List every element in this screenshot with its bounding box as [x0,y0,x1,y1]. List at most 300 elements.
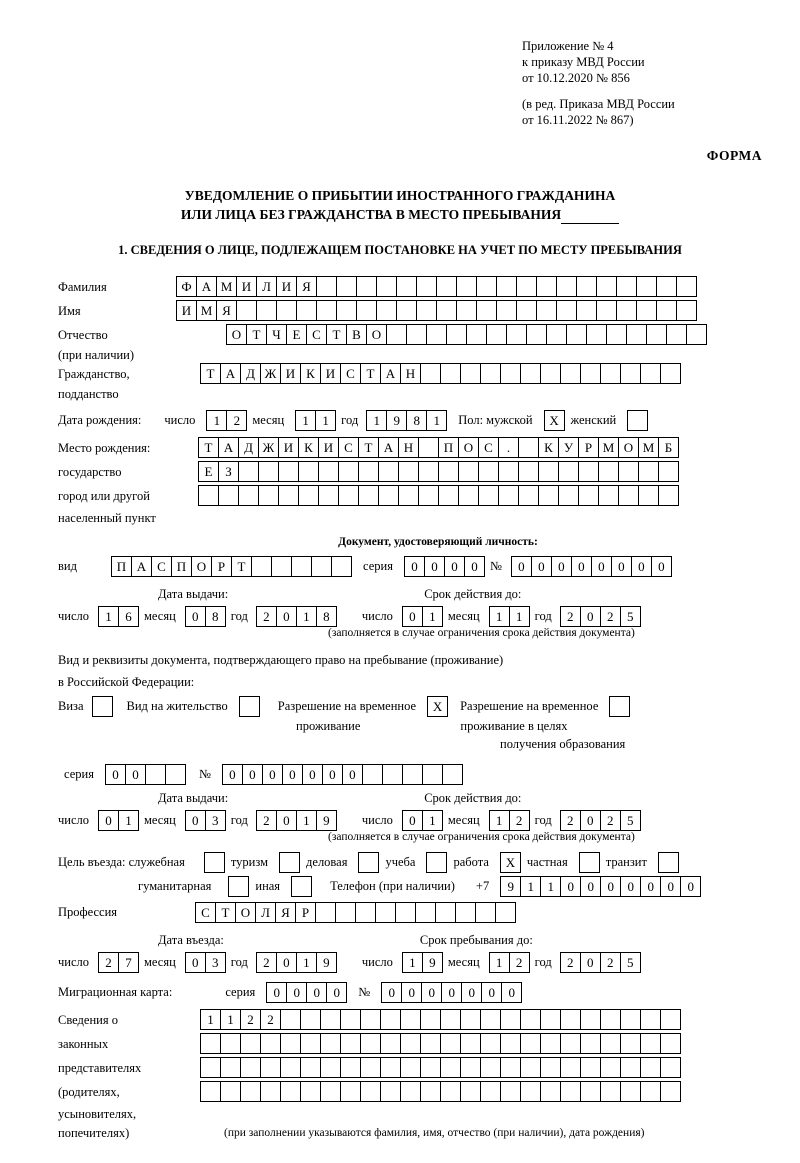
permit-issue-month-input[interactable] [185,810,225,831]
form-cell[interactable] [658,461,679,482]
form-cell[interactable] [420,1057,441,1078]
form-cell[interactable] [220,1081,241,1102]
form-cell[interactable]: 2 [600,810,621,831]
form-cell[interactable] [540,363,561,384]
iddoc-issue-day-input[interactable] [98,606,138,627]
stay-day-input[interactable] [402,952,442,973]
form-cell[interactable]: С [151,556,172,577]
form-cell[interactable] [400,1081,421,1102]
form-cell[interactable] [311,556,332,577]
form-cell[interactable] [620,1009,641,1030]
form-cell[interactable]: 6 [118,606,139,627]
purpose-service-checkbox[interactable] [204,852,225,873]
form-cell[interactable] [526,324,547,345]
form-cell[interactable] [375,902,396,923]
form-cell[interactable] [380,1009,401,1030]
form-cell[interactable] [338,485,359,506]
birthplace-row-2[interactable] [198,461,678,482]
form-cell[interactable]: 1 [296,810,317,831]
form-cell[interactable]: О [458,437,479,458]
form-cell[interactable] [380,1081,401,1102]
form-cell[interactable] [486,324,507,345]
form-cell[interactable] [258,485,279,506]
form-cell[interactable]: 0 [276,606,297,627]
form-cell[interactable] [560,1009,581,1030]
form-cell[interactable]: Я [296,276,317,297]
form-cell[interactable] [480,1033,501,1054]
form-cell[interactable]: Р [578,437,599,458]
form-cell[interactable]: 0 [531,556,552,577]
sex-male-checkbox[interactable]: X [544,410,565,431]
purpose-study-checkbox[interactable] [426,852,447,873]
form-cell[interactable] [338,461,359,482]
form-cell[interactable]: Ж [260,363,281,384]
form-cell[interactable] [456,300,477,321]
form-cell[interactable] [398,485,419,506]
form-cell[interactable]: О [366,324,387,345]
form-cell[interactable] [458,461,479,482]
form-cell[interactable] [240,1057,261,1078]
form-cell[interactable] [271,556,292,577]
form-cell[interactable] [500,363,521,384]
form-cell[interactable] [396,300,417,321]
form-cell[interactable] [220,1033,241,1054]
form-cell[interactable]: 0 [402,810,423,831]
permit-valid-month-input[interactable] [489,810,529,831]
form-cell[interactable]: 0 [185,606,206,627]
form-cell[interactable]: 1 [489,606,510,627]
form-cell[interactable]: 0 [404,556,425,577]
form-cell[interactable] [402,764,423,785]
purpose-work-checkbox[interactable]: X [500,852,521,873]
form-cell[interactable] [658,485,679,506]
form-cell[interactable] [476,300,497,321]
form-cell[interactable] [586,324,607,345]
form-cell[interactable] [340,1033,361,1054]
form-cell[interactable]: 2 [240,1009,261,1030]
form-cell[interactable] [600,1057,621,1078]
form-cell[interactable] [438,485,459,506]
form-cell[interactable]: 5 [620,606,641,627]
form-cell[interactable]: А [220,363,241,384]
form-cell[interactable]: 0 [326,982,347,1003]
form-cell[interactable] [436,276,457,297]
form-cell[interactable] [686,324,707,345]
residence-checkbox[interactable] [239,696,260,717]
form-cell[interactable] [340,1057,361,1078]
patronymic-input[interactable] [226,324,706,345]
form-cell[interactable]: 9 [422,952,443,973]
form-cell[interactable] [560,363,581,384]
form-cell[interactable] [278,485,299,506]
form-cell[interactable] [500,1057,521,1078]
form-cell[interactable] [320,1081,341,1102]
form-cell[interactable]: И [236,276,257,297]
form-cell[interactable] [240,1033,261,1054]
form-cell[interactable]: 1 [98,606,119,627]
form-cell[interactable]: 1 [402,952,423,973]
temp-permit-checkbox[interactable]: X [427,696,448,717]
form-cell[interactable]: Л [256,276,277,297]
name-input[interactable] [176,300,696,321]
form-cell[interactable] [320,1033,341,1054]
legal-row-3[interactable] [200,1057,680,1078]
form-cell[interactable]: 0 [286,982,307,1003]
form-cell[interactable] [360,1009,381,1030]
form-cell[interactable]: 0 [306,982,327,1003]
form-cell[interactable] [618,485,639,506]
form-cell[interactable] [280,1033,301,1054]
purpose-transit-checkbox[interactable] [658,852,679,873]
form-cell[interactable] [660,1081,681,1102]
birth-day-input[interactable] [206,410,246,431]
form-cell[interactable]: 0 [276,952,297,973]
form-cell[interactable] [420,1009,441,1030]
form-cell[interactable] [516,276,537,297]
form-cell[interactable] [398,461,419,482]
form-cell[interactable]: Н [400,363,421,384]
form-cell[interactable]: 0 [342,764,363,785]
form-cell[interactable] [546,324,567,345]
form-cell[interactable] [422,764,443,785]
form-cell[interactable] [580,1057,601,1078]
form-cell[interactable] [415,902,436,923]
form-cell[interactable] [495,902,516,923]
form-cell[interactable] [316,300,337,321]
form-cell[interactable] [518,437,539,458]
form-cell[interactable] [640,1057,661,1078]
form-cell[interactable] [276,300,297,321]
permit-valid-year-input[interactable] [560,810,640,831]
form-cell[interactable] [640,1081,661,1102]
form-cell[interactable] [251,556,272,577]
form-cell[interactable]: 0 [571,556,592,577]
purpose-other-checkbox[interactable] [291,876,312,897]
form-cell[interactable]: 0 [580,952,601,973]
form-cell[interactable] [600,1033,621,1054]
form-cell[interactable]: П [111,556,132,577]
iddoc-valid-day-input[interactable] [402,606,442,627]
form-cell[interactable]: А [131,556,152,577]
surname-input[interactable] [176,276,696,297]
form-cell[interactable] [558,485,579,506]
form-cell[interactable] [476,276,497,297]
form-cell[interactable]: 0 [481,982,502,1003]
form-cell[interactable]: А [378,437,399,458]
form-cell[interactable]: 0 [402,606,423,627]
form-cell[interactable] [518,485,539,506]
form-cell[interactable] [440,1033,461,1054]
form-cell[interactable]: 0 [185,810,206,831]
form-cell[interactable] [455,902,476,923]
form-cell[interactable]: 1 [489,952,510,973]
form-cell[interactable]: 0 [98,810,119,831]
form-cell[interactable] [360,1033,381,1054]
form-cell[interactable] [578,461,599,482]
form-cell[interactable]: Ч [266,324,287,345]
form-cell[interactable] [198,485,219,506]
form-cell[interactable] [358,461,379,482]
form-cell[interactable]: 0 [591,556,612,577]
profession-input[interactable] [195,902,515,923]
form-cell[interactable] [442,764,463,785]
form-cell[interactable] [296,300,317,321]
form-cell[interactable] [280,1081,301,1102]
form-cell[interactable]: К [538,437,559,458]
form-cell[interactable] [386,324,407,345]
permit-valid-day-input[interactable] [402,810,442,831]
form-cell[interactable] [260,1057,281,1078]
form-cell[interactable]: М [216,276,237,297]
form-cell[interactable] [460,1009,481,1030]
form-cell[interactable] [356,276,377,297]
form-cell[interactable]: М [598,437,619,458]
form-cell[interactable] [145,764,166,785]
form-cell[interactable] [660,363,681,384]
form-cell[interactable] [382,764,403,785]
form-cell[interactable]: Ж [258,437,279,458]
form-cell[interactable]: 1 [206,410,227,431]
form-cell[interactable] [340,1009,361,1030]
form-cell[interactable] [500,1033,521,1054]
form-cell[interactable] [478,485,499,506]
form-cell[interactable] [616,276,637,297]
form-cell[interactable]: М [638,437,659,458]
form-cell[interactable]: С [340,363,361,384]
migration-series-input[interactable] [266,982,346,1003]
form-cell[interactable] [331,556,352,577]
citizenship-input[interactable] [200,363,680,384]
form-cell[interactable] [620,1033,641,1054]
form-cell[interactable] [638,485,659,506]
legal-row-1[interactable] [200,1009,680,1030]
form-cell[interactable]: П [438,437,459,458]
form-cell[interactable]: 1 [422,606,443,627]
edu-permit-checkbox[interactable] [609,696,630,717]
form-cell[interactable]: 0 [105,764,126,785]
form-cell[interactable]: 0 [651,556,672,577]
form-cell[interactable] [358,485,379,506]
form-cell[interactable]: 0 [276,810,297,831]
form-cell[interactable] [620,1081,641,1102]
form-cell[interactable]: 0 [401,982,422,1003]
migration-number-input[interactable] [381,982,521,1003]
form-cell[interactable] [220,1057,241,1078]
form-cell[interactable] [238,485,259,506]
form-cell[interactable] [496,300,517,321]
form-cell[interactable] [278,461,299,482]
form-cell[interactable] [318,485,339,506]
form-cell[interactable] [418,461,439,482]
form-cell[interactable]: 0 [381,982,402,1003]
form-cell[interactable]: 0 [620,876,641,897]
form-cell[interactable] [536,300,557,321]
form-cell[interactable] [316,276,337,297]
form-cell[interactable] [558,461,579,482]
form-cell[interactable]: 2 [98,952,119,973]
form-cell[interactable] [538,485,559,506]
form-cell[interactable]: 0 [611,556,632,577]
form-cell[interactable] [520,1057,541,1078]
form-cell[interactable] [380,1057,401,1078]
form-cell[interactable] [666,324,687,345]
form-cell[interactable] [518,461,539,482]
form-cell[interactable] [596,276,617,297]
birthplace-row-3[interactable] [198,485,678,506]
form-cell[interactable] [298,485,319,506]
form-cell[interactable]: Т [231,556,252,577]
form-cell[interactable]: 1 [540,876,561,897]
form-cell[interactable]: Т [326,324,347,345]
form-cell[interactable]: 0 [125,764,146,785]
form-cell[interactable]: О [191,556,212,577]
form-cell[interactable]: 2 [509,810,530,831]
form-cell[interactable] [300,1081,321,1102]
form-cell[interactable] [576,300,597,321]
form-cell[interactable] [598,461,619,482]
purpose-business-checkbox[interactable] [358,852,379,873]
form-cell[interactable] [640,363,661,384]
form-cell[interactable]: 2 [256,606,277,627]
form-cell[interactable]: 0 [680,876,701,897]
form-cell[interactable]: 1 [489,810,510,831]
form-cell[interactable] [356,300,377,321]
form-cell[interactable] [280,1057,301,1078]
form-cell[interactable]: 1 [200,1009,221,1030]
form-cell[interactable] [440,1057,461,1078]
form-cell[interactable]: И [280,363,301,384]
form-cell[interactable]: 0 [302,764,323,785]
form-cell[interactable] [616,300,637,321]
form-cell[interactable]: 8 [316,606,337,627]
form-cell[interactable]: 1 [366,410,387,431]
form-cell[interactable] [520,1009,541,1030]
form-cell[interactable] [540,1009,561,1030]
form-cell[interactable] [418,485,439,506]
form-cell[interactable]: 2 [256,952,277,973]
form-cell[interactable] [256,300,277,321]
form-cell[interactable] [580,1009,601,1030]
form-cell[interactable]: 3 [205,810,226,831]
form-cell[interactable]: 2 [226,410,247,431]
form-cell[interactable] [580,363,601,384]
purpose-tourism-checkbox[interactable] [279,852,300,873]
form-cell[interactable] [315,902,336,923]
form-cell[interactable] [556,300,577,321]
form-cell[interactable] [460,363,481,384]
form-cell[interactable] [506,324,527,345]
form-cell[interactable] [466,324,487,345]
form-cell[interactable]: 0 [464,556,485,577]
form-cell[interactable]: 1 [315,410,336,431]
form-cell[interactable] [516,300,537,321]
form-cell[interactable] [420,1033,441,1054]
form-cell[interactable] [580,1033,601,1054]
form-cell[interactable] [620,1057,641,1078]
form-cell[interactable]: 0 [421,982,442,1003]
form-cell[interactable] [676,276,697,297]
sex-female-checkbox[interactable] [627,410,648,431]
form-cell[interactable] [400,1057,421,1078]
form-cell[interactable] [260,1081,281,1102]
iddoc-series-input[interactable] [404,556,484,577]
form-cell[interactable]: 0 [551,556,572,577]
form-cell[interactable]: Ф [176,276,197,297]
form-cell[interactable] [626,324,647,345]
form-cell[interactable]: 0 [262,764,283,785]
form-cell[interactable]: 0 [580,876,601,897]
form-cell[interactable] [560,1081,581,1102]
form-cell[interactable] [638,461,659,482]
form-cell[interactable] [438,461,459,482]
form-cell[interactable] [320,1057,341,1078]
form-cell[interactable] [520,1033,541,1054]
entry-month-input[interactable] [185,952,225,973]
form-cell[interactable] [596,300,617,321]
form-cell[interactable]: 0 [461,982,482,1003]
form-cell[interactable] [620,363,641,384]
form-cell[interactable] [420,363,441,384]
form-cell[interactable] [660,1009,681,1030]
form-cell[interactable]: А [380,363,401,384]
form-cell[interactable]: 1 [520,876,541,897]
birth-month-input[interactable] [295,410,335,431]
form-cell[interactable] [436,300,457,321]
form-cell[interactable] [362,764,383,785]
form-cell[interactable] [336,276,357,297]
form-cell[interactable] [520,363,541,384]
form-cell[interactable]: 3 [205,952,226,973]
form-cell[interactable] [636,276,657,297]
form-cell[interactable]: С [195,902,216,923]
form-cell[interactable]: 1 [118,810,139,831]
form-cell[interactable] [416,276,437,297]
form-cell[interactable] [600,1081,621,1102]
form-cell[interactable] [598,485,619,506]
form-cell[interactable]: 2 [560,952,581,973]
form-cell[interactable] [458,485,479,506]
form-cell[interactable]: Т [200,363,221,384]
form-cell[interactable]: 0 [660,876,681,897]
form-cell[interactable] [480,1009,501,1030]
form-cell[interactable] [238,461,259,482]
stay-month-input[interactable] [489,952,529,973]
visa-checkbox[interactable] [92,696,113,717]
form-cell[interactable]: 1 [296,952,317,973]
form-cell[interactable] [498,485,519,506]
form-cell[interactable] [396,276,417,297]
form-cell[interactable]: Р [211,556,232,577]
form-cell[interactable]: 1 [295,410,316,431]
form-cell[interactable] [340,1081,361,1102]
form-cell[interactable]: И [278,437,299,458]
form-cell[interactable]: Н [398,437,419,458]
form-cell[interactable]: Т [246,324,267,345]
form-cell[interactable]: С [478,437,499,458]
form-cell[interactable]: Т [215,902,236,923]
purpose-humanitarian-checkbox[interactable] [228,876,249,897]
form-cell[interactable] [676,300,697,321]
form-cell[interactable] [400,1009,421,1030]
form-cell[interactable] [336,300,357,321]
form-cell[interactable]: У [558,437,579,458]
permit-issue-day-input[interactable] [98,810,138,831]
entry-day-input[interactable] [98,952,138,973]
form-cell[interactable]: З [218,461,239,482]
form-cell[interactable] [360,1081,381,1102]
form-cell[interactable] [606,324,627,345]
form-cell[interactable] [600,363,621,384]
